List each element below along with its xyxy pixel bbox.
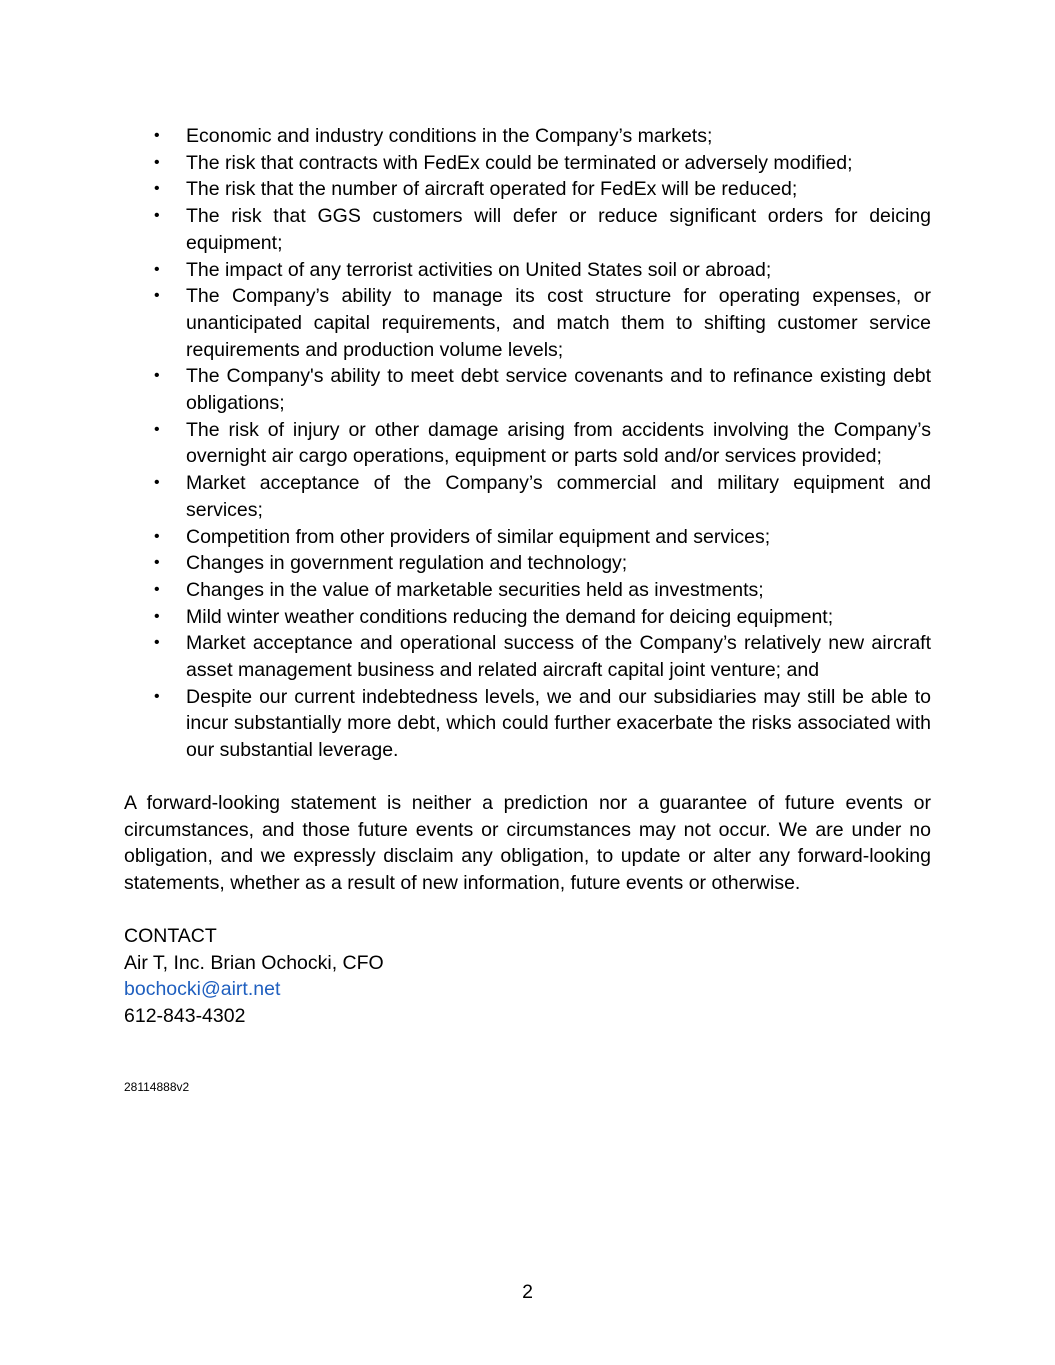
forward-looking-disclaimer: A forward-looking statement is neither a prediction nor a guarantee of future events or circumstances, and those future events or circumstances may not occur. We are under no obligation, and we expressly disclaim any obligation, to update or alter any forward-looking statements, whether as a result of new information, future events or otherwise.	[124, 792, 931, 895]
list-item	[124, 176, 931, 203]
list-item	[124, 123, 931, 150]
list-item-text: Changes in government regulation and technology;	[186, 552, 628, 575]
contact-name: Air T, Inc. Brian Ochocki, CFO	[124, 951, 384, 974]
bullet-icon: •	[154, 687, 160, 705]
bullet-icon: •	[154, 127, 160, 144]
list-item	[124, 203, 931, 256]
contact-block	[124, 923, 724, 1030]
list-item-text: The risk that the number of aircraft operated for FedEx will be reduced;	[186, 178, 798, 201]
list-item-text: The risk of injury or other damage arising from accidents involving the Company’s overnight air cargo operations, equipment or parts sold and/or services provided;	[186, 418, 931, 468]
list-item	[124, 684, 931, 764]
list-item-text: Market acceptance and operational success of the Company’s relatively new aircraft asset management business and related aircraft capital joint venture; and	[186, 632, 931, 682]
list-item-text: Market acceptance of the Company’s commercial and military equipment and services;	[186, 472, 931, 521]
bullet-icon: •	[154, 287, 160, 305]
list-item-text: The risk that contracts with FedEx could be terminated or adversely modified;	[186, 151, 853, 174]
list-item	[124, 470, 931, 523]
list-item-text: The impact of any terrorist activities on United States soil or abroad;	[186, 258, 772, 281]
bullet-icon: •	[154, 207, 160, 225]
list-item	[124, 283, 931, 363]
contact-heading: CONTACT	[124, 925, 217, 947]
list-item-text: The risk that GGS customers will defer or reduce significant orders for deicing equipment;	[186, 205, 931, 254]
list-item	[124, 630, 931, 683]
contact-phone: 612-843-4302	[124, 1005, 246, 1028]
list-item-text: The Company’s ability to manage its cost structure for operating expenses, or unanticipated capital requirements, and match them to shifting customer service requirements and production volume levels;	[186, 285, 931, 361]
bullet-icon: •	[154, 260, 160, 278]
bullet-icon: •	[154, 420, 160, 438]
list-item	[124, 257, 931, 284]
bullet-icon: •	[154, 153, 160, 171]
list-item-text: The Company's ability to meet debt service covenants and to refinance existing debt obligations;	[186, 365, 931, 415]
list-item-text: Economic and industry conditions in the Company’s markets;	[186, 125, 713, 147]
list-item	[124, 417, 931, 470]
bullet-icon: •	[154, 634, 160, 652]
bullet-icon: •	[154, 554, 160, 572]
list-item-text: Despite our current indebtedness levels, we and our subsidiaries may still be able to incur substantially more debt, which could further exacerbate the risks associated with our substantial leverage.	[186, 685, 931, 762]
bullet-icon: •	[154, 367, 160, 385]
list-item-text: Competition from other providers of similar equipment and services;	[186, 525, 771, 548]
contact-email-link[interactable]: bochocki@airt.net	[124, 978, 281, 1001]
list-item	[124, 550, 931, 577]
document-id: 28114888v2	[124, 1080, 190, 1094]
bullet-icon: •	[154, 607, 160, 625]
list-item	[124, 524, 931, 551]
bullet-icon: •	[154, 474, 160, 492]
bullet-icon: •	[154, 180, 160, 198]
list-item-text: Changes in the value of marketable securities held as investments;	[186, 578, 764, 601]
list-item	[124, 363, 931, 416]
list-item	[124, 150, 931, 177]
bullet-icon: •	[154, 527, 160, 545]
bullet-icon: •	[154, 580, 160, 598]
list-item	[124, 604, 931, 631]
list-item	[124, 577, 931, 604]
list-item-text: Mild winter weather conditions reducing the demand for deicing equipment;	[186, 605, 834, 628]
page-number: 2	[522, 1281, 533, 1303]
risk-factor-list	[124, 123, 931, 764]
